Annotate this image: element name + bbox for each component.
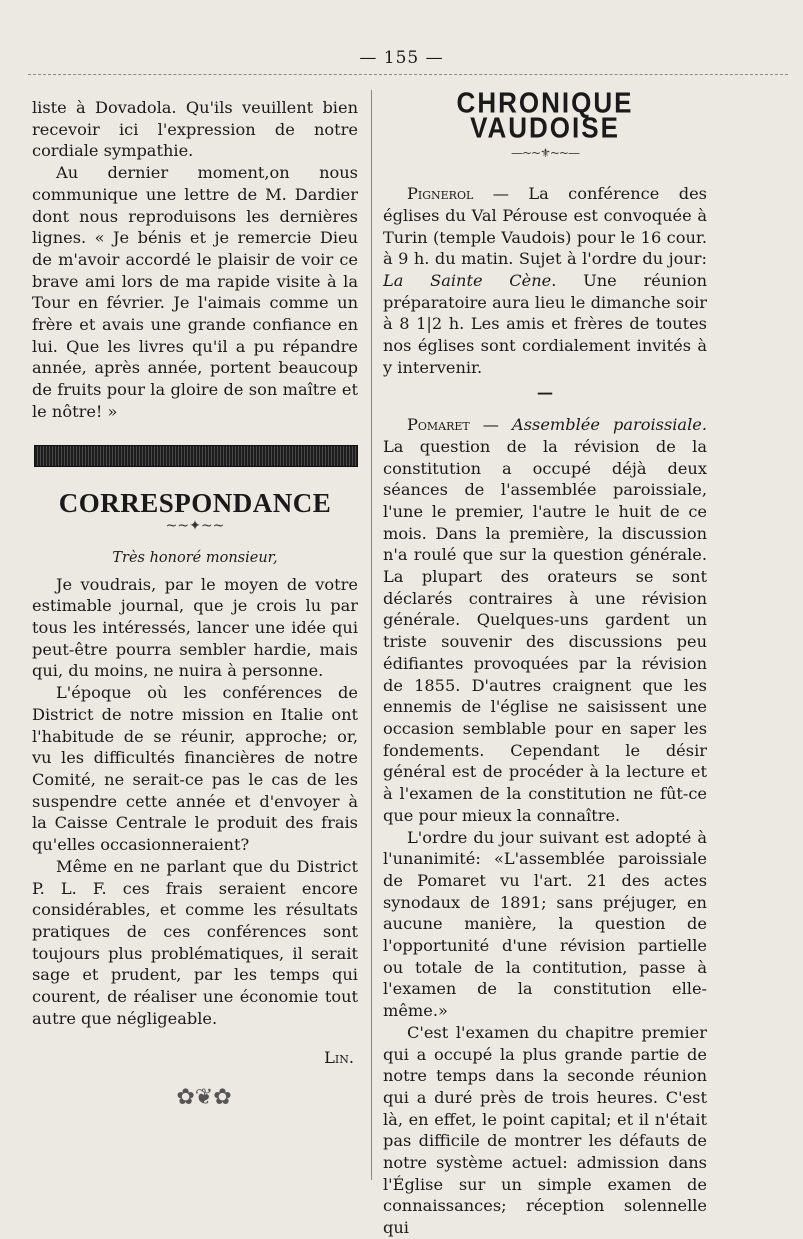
- meeting-subject: La Sainte Cène: [383, 270, 552, 290]
- place-name: Pomaret: [407, 415, 470, 435]
- pomaret-heading: Assemblée paroissiale.: [512, 415, 707, 435]
- chronique-title: CHRONIQUE VAUDOISE: [456, 85, 634, 144]
- salutation: Très honoré monsieur,: [112, 549, 278, 566]
- letter-paragraph-3: Même en ne parlant que du District P. L. F. ces frais seraient encore considérables, et comme les résultats pratiques de ces conférences sont toujours plus problématiques, il serait sage et prudent, par les temps qui courent, de réaliser une économie tout autre que négligeable.: [32, 856, 358, 1028]
- separator: —: [536, 383, 554, 403]
- header-rule: [28, 74, 788, 75]
- signature: Lin.: [324, 1048, 354, 1068]
- left-column: [32, 97, 358, 1109]
- pomaret-paragraph-1: Pomaret — Assemblée paroissiale. La question de la révision de la constitution a occupé déjà deux séances de l'assemblée paroissiale, l'une le premier, l'autre le huit de ce mois. Dans la première, la discussion n'a roulé que sur la question générale. La plupart des orateurs se sont déclarés contraires à une révision générale. Quelques-uns gardent un triste souvenir des discussions peu édifiantes provoquées par la révision de 1855. D'autres craignent que les ennemis de l'église ne saisissent une occasion semblable pour en saper les fondements. Cependant le désir général est de procéder à la lecture et à l'examen de la constitution ne fût-ce que pour mieux la connaître.: [383, 415, 707, 825]
- ornament-icon: —~~⚜~~—: [511, 146, 579, 161]
- letter-paragraph-1: Je voudrais, par le moyen de votre estimable journal, que je crois lu par tous les intéressés, lancer une idée qui peut-être pourra sembler hardie, mais qui, du moins, ne nuira à personne.: [32, 574, 358, 681]
- section-banner: [34, 445, 358, 467]
- column-divider: [371, 90, 372, 1180]
- correspondance-title: CORRESPONDANCE: [58, 487, 332, 518]
- pomaret-paragraph-3: C'est l'examen du chapitre premier qui a occupé la plus grande partie de notre temps dans la seconde réunion qui a duré près de trois heures. C'est là, en effet, le point capital; et il n'était pas difficile de montrer les défauts de notre système actuel: admission dans l'Église sur un simple examen de connaissances; réception solennelle qui: [383, 1022, 707, 1238]
- place-name: Pignerol: [407, 184, 474, 204]
- intro-paragraph-2: Au dernier moment,on nous communique une lettre de M. Dardier dont nous reproduisons les dernières lignes. « Je bénis et je remercie Dieu de m'avoir accordé le plaisir de voir ce brave ami lors de ma rapide visite à la Tour en février. Je l'aimais comme un frère et avais une grande confiance en lui. Que les livres qu'il a pu répandre année, après année, portent beaucoup de fruits pour la gloire de son maître et le nôtre! »: [32, 163, 358, 421]
- pignerol-paragraph: Pignerol — La conférence des églises du Val Pérouse est convoquée à Turin (temple Vaudois) pour le 16 cour. à 9 h. du matin. Sujet à l'ordre du jour: La Sainte Cène. Une réunion préparatoire aura lieu le dimanche soir à 8 1|2 h. Les amis et frères de toutes nos églises sont cordialement invités à y intervenir.: [383, 184, 707, 377]
- right-column: [383, 85, 707, 1239]
- page-number: — 155 —: [359, 48, 444, 68]
- tail-ornament-icon: ✿❦✿: [176, 1085, 232, 1111]
- ornament-icon: ~~✦~~: [165, 518, 225, 535]
- letter-paragraph-2: L'époque où les conférences de District de notre mission en Italie ont l'habitude de se réunir, approche; or, vu les difficultés financières de notre Comité, ne serait-ce pas le cas de les suspendre cette année et d'envoyer à la Caisse Centrale le produit des frais qu'elles occasionneraient?: [32, 683, 358, 855]
- intro-paragraph-1: liste à Dovadola. Qu'ils veuillent bien recevoir ici l'expression de notre cordiale sympathie.: [32, 98, 358, 161]
- pomaret-paragraph-2: L'ordre du jour suivant est adopté à l'unanimité: «L'assemblée paroissiale de Pomaret vu l'art. 21 des actes synodaux de 1891; sans préjuger, en aucune manière, la question de l'opportunité d'une révision partielle ou totale de la contitution, passe à l'examen de la constitution elle-même.»: [383, 827, 707, 1021]
